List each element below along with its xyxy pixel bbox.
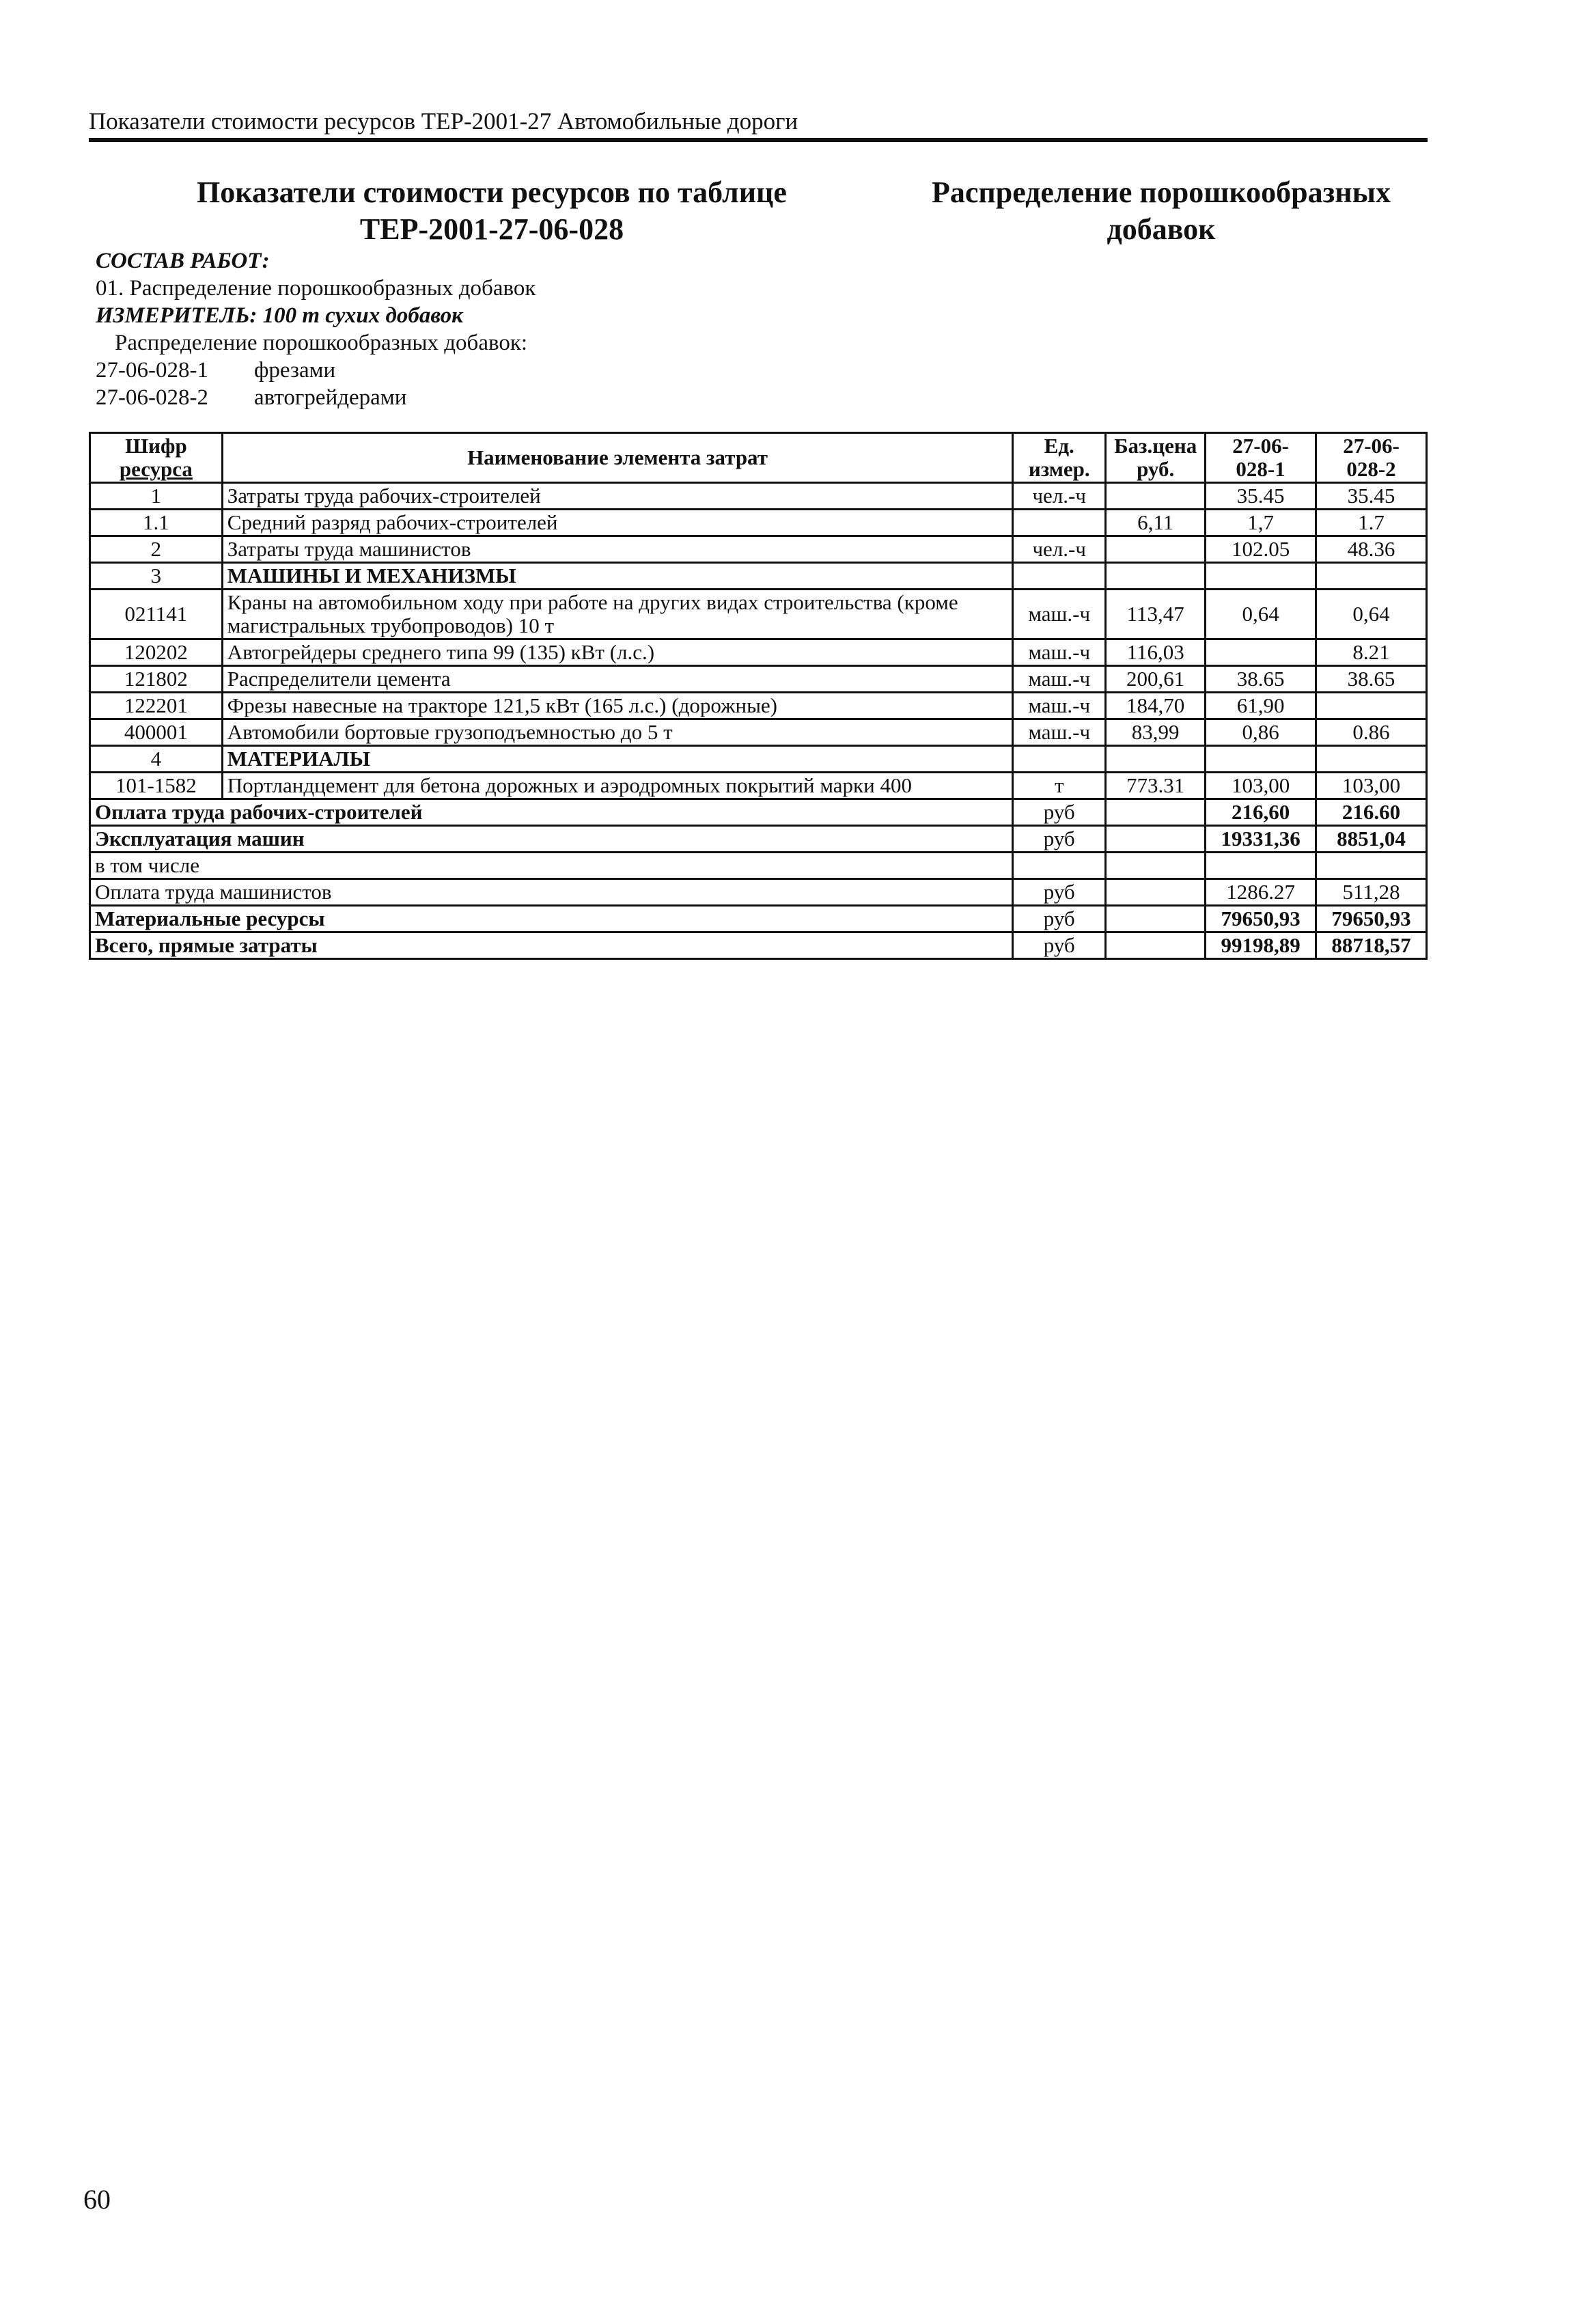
cell-value-1: 1,7 <box>1206 510 1316 536</box>
page-number: 60 <box>83 2184 111 2215</box>
header-col1-line-1: 27-06- <box>1232 434 1289 458</box>
total-name: Всего, прямые затраты <box>90 932 1013 959</box>
cell-name: МАШИНЫ И МЕХАНИЗМЫ <box>222 563 1012 590</box>
cell-name: Распределители цемента <box>222 666 1012 693</box>
cell-code: 1.1 <box>90 510 223 536</box>
cell-value-1: 103,00 <box>1206 773 1316 799</box>
total-value-1 <box>1206 853 1316 879</box>
cell-code: 120202 <box>90 639 223 666</box>
header-unit-line-1: Ед. <box>1044 434 1074 458</box>
total-unit: руб <box>1013 932 1106 959</box>
totals-row <box>90 932 1427 959</box>
cell-code: 101-1582 <box>90 773 223 799</box>
cell-code: 122201 <box>90 693 223 719</box>
cell-value-2 <box>1316 563 1427 590</box>
section-title <box>902 174 1421 248</box>
work-composition <box>96 247 847 411</box>
total-unit: руб <box>1013 906 1106 932</box>
cell-value-2 <box>1316 746 1427 773</box>
table-header-row <box>90 433 1427 483</box>
totals-row <box>90 826 1427 853</box>
table-title <box>137 174 847 248</box>
header-price-line-2: руб. <box>1137 457 1175 481</box>
cell-name: Портландцемент для бетона дорожных и аэродромных покрытий марки 400 <box>222 773 1012 799</box>
cell-value-2 <box>1316 693 1427 719</box>
cell-unit <box>1013 563 1106 590</box>
cell-value-1: 102.05 <box>1206 536 1316 563</box>
cell-name: Фрезы навесные на тракторе 121,5 кВт (165 л.с.) (дорожные) <box>222 693 1012 719</box>
cell-code: 2 <box>90 536 223 563</box>
header-col2-line-1: 27-06- <box>1343 434 1400 458</box>
cell-unit: маш.-ч <box>1013 639 1106 666</box>
table-title-line-2: ТЕР-2001-27-06-028 <box>359 212 624 246</box>
total-unit: руб <box>1013 879 1106 906</box>
cell-price: 83,99 <box>1106 719 1206 746</box>
cell-price: 6,11 <box>1106 510 1206 536</box>
header-unit <box>1013 433 1106 483</box>
cell-value-1 <box>1206 746 1316 773</box>
total-name: Оплата труда рабочих-строителей <box>90 799 1013 826</box>
cell-price: 184,70 <box>1106 693 1206 719</box>
totals-row <box>90 853 1427 879</box>
total-value-1: 216,60 <box>1206 799 1316 826</box>
cell-unit: чел.-ч <box>1013 536 1106 563</box>
cell-price: 773.31 <box>1106 773 1206 799</box>
cell-unit <box>1013 746 1106 773</box>
cell-name: Затраты труда рабочих-строителей <box>222 483 1012 510</box>
totals-row <box>90 906 1427 932</box>
header-price-line-1: Баз.цена <box>1114 434 1197 458</box>
meter-line: ИЗМЕРИТЕЛЬ: 100 т сухих добавок <box>96 303 463 328</box>
cell-value-1: 0,64 <box>1206 590 1316 639</box>
cell-value-2: 1.7 <box>1316 510 1427 536</box>
total-price <box>1106 879 1206 906</box>
cell-code: 121802 <box>90 666 223 693</box>
table-row <box>90 773 1427 799</box>
table-row <box>90 639 1427 666</box>
total-value-1: 99198,89 <box>1206 932 1316 959</box>
cell-unit: маш.-ч <box>1013 719 1106 746</box>
cell-unit <box>1013 510 1106 536</box>
table-title-line-1: Показатели стоимости ресурсов по таблице <box>197 176 787 209</box>
total-value-2: 216.60 <box>1316 799 1427 826</box>
cell-price: 200,61 <box>1106 666 1206 693</box>
total-name: Эксплуатация машин <box>90 826 1013 853</box>
variant-code: 27-06-028-2 <box>96 385 208 410</box>
cell-value-1: 61,90 <box>1206 693 1316 719</box>
table-row <box>90 563 1427 590</box>
cell-price <box>1106 563 1206 590</box>
total-value-1: 19331,36 <box>1206 826 1316 853</box>
variant-name: автогрейдерами <box>254 385 407 410</box>
running-head: Показатели стоимости ресурсов ТЕР-2001-27 Автомобильные дороги <box>89 108 1428 142</box>
totals-row <box>90 799 1427 826</box>
table-row <box>90 483 1427 510</box>
cell-price: 113,47 <box>1106 590 1206 639</box>
header-name: Наименование элемента затрат <box>222 433 1012 483</box>
total-value-2: 8851,04 <box>1316 826 1427 853</box>
variant-code: 27-06-028-1 <box>96 358 208 383</box>
table-row <box>90 536 1427 563</box>
header-unit-line-2: измер. <box>1028 457 1090 481</box>
cell-unit: маш.-ч <box>1013 693 1106 719</box>
total-price <box>1106 826 1206 853</box>
header-col2-line-2: 028-2 <box>1346 457 1396 481</box>
cell-value-1 <box>1206 563 1316 590</box>
cell-name: Автогрейдеры среднего типа 99 (135) кВт (л.с.) <box>222 639 1012 666</box>
cell-name: МАТЕРИАЛЫ <box>222 746 1012 773</box>
total-price <box>1106 906 1206 932</box>
total-value-1: 79650,93 <box>1206 906 1316 932</box>
cell-name: Затраты труда машинистов <box>222 536 1012 563</box>
cell-unit: чел.-ч <box>1013 483 1106 510</box>
cell-value-1: 0,86 <box>1206 719 1316 746</box>
table-row <box>90 746 1427 773</box>
cell-value-2: 48.36 <box>1316 536 1427 563</box>
header-col1 <box>1206 433 1316 483</box>
cell-price <box>1106 483 1206 510</box>
header-code-line-2: ресурса <box>119 457 193 481</box>
cell-value-1: 35.45 <box>1206 483 1316 510</box>
table-row <box>90 590 1427 639</box>
cell-value-2: 8.21 <box>1316 639 1427 666</box>
table-row <box>90 510 1427 536</box>
work-heading: СОСТАВ РАБОТ: <box>96 249 270 273</box>
work-item: 01. Распределение порошкообразных добавок <box>96 276 536 301</box>
total-unit <box>1013 853 1106 879</box>
table-row <box>90 666 1427 693</box>
cell-unit: маш.-ч <box>1013 666 1106 693</box>
total-price <box>1106 799 1206 826</box>
cell-code: 3 <box>90 563 223 590</box>
cell-name: Краны на автомобильном ходу при работе на других видах строительства (кроме магистральных трубопроводов) 10 т <box>222 590 1012 639</box>
total-unit: руб <box>1013 826 1106 853</box>
total-name: Материальные ресурсы <box>90 906 1013 932</box>
totals-row <box>90 879 1427 906</box>
cell-price: 116,03 <box>1106 639 1206 666</box>
cell-price <box>1106 536 1206 563</box>
cell-price <box>1106 746 1206 773</box>
cell-name: Средний разряд рабочих-строителей <box>222 510 1012 536</box>
total-name: в том числе <box>90 853 1013 879</box>
total-value-2: 88718,57 <box>1316 932 1427 959</box>
cell-unit: маш.-ч <box>1013 590 1106 639</box>
variant-row <box>96 384 847 411</box>
total-name: Оплата труда машинистов <box>90 879 1013 906</box>
total-value-1: 1286.27 <box>1206 879 1316 906</box>
total-value-2: 79650,93 <box>1316 906 1427 932</box>
cell-value-2: 0.86 <box>1316 719 1427 746</box>
table-row <box>90 693 1427 719</box>
table-row <box>90 719 1427 746</box>
cell-value-1 <box>1206 639 1316 666</box>
cell-value-2: 0,64 <box>1316 590 1427 639</box>
header-col2 <box>1316 433 1427 483</box>
total-value-2 <box>1316 853 1427 879</box>
header-col1-line-2: 028-1 <box>1236 457 1285 481</box>
cell-value-2: 103,00 <box>1316 773 1427 799</box>
variant-name: фрезами <box>254 358 336 383</box>
total-price <box>1106 853 1206 879</box>
resource-table <box>89 432 1428 960</box>
header-code-line-1: Шифр <box>125 434 187 458</box>
header-price <box>1106 433 1206 483</box>
section-title-line-2: добавок <box>1107 212 1216 246</box>
variant-row <box>96 357 847 384</box>
cell-value-1: 38.65 <box>1206 666 1316 693</box>
cell-code: 1 <box>90 483 223 510</box>
total-price <box>1106 932 1206 959</box>
cell-unit: т <box>1013 773 1106 799</box>
cell-name: Автомобили бортовые грузоподъемностью до 5 т <box>222 719 1012 746</box>
header-code <box>90 433 223 483</box>
cell-code: 4 <box>90 746 223 773</box>
cell-value-2: 38.65 <box>1316 666 1427 693</box>
cell-value-2: 35.45 <box>1316 483 1427 510</box>
variants-heading: Распределение порошкообразных добавок: <box>115 331 528 355</box>
total-unit: руб <box>1013 799 1106 826</box>
section-title-line-1: Распределение порошкообразных <box>931 176 1391 209</box>
cell-code: 021141 <box>90 590 223 639</box>
cell-code: 400001 <box>90 719 223 746</box>
total-value-2: 511,28 <box>1316 879 1427 906</box>
